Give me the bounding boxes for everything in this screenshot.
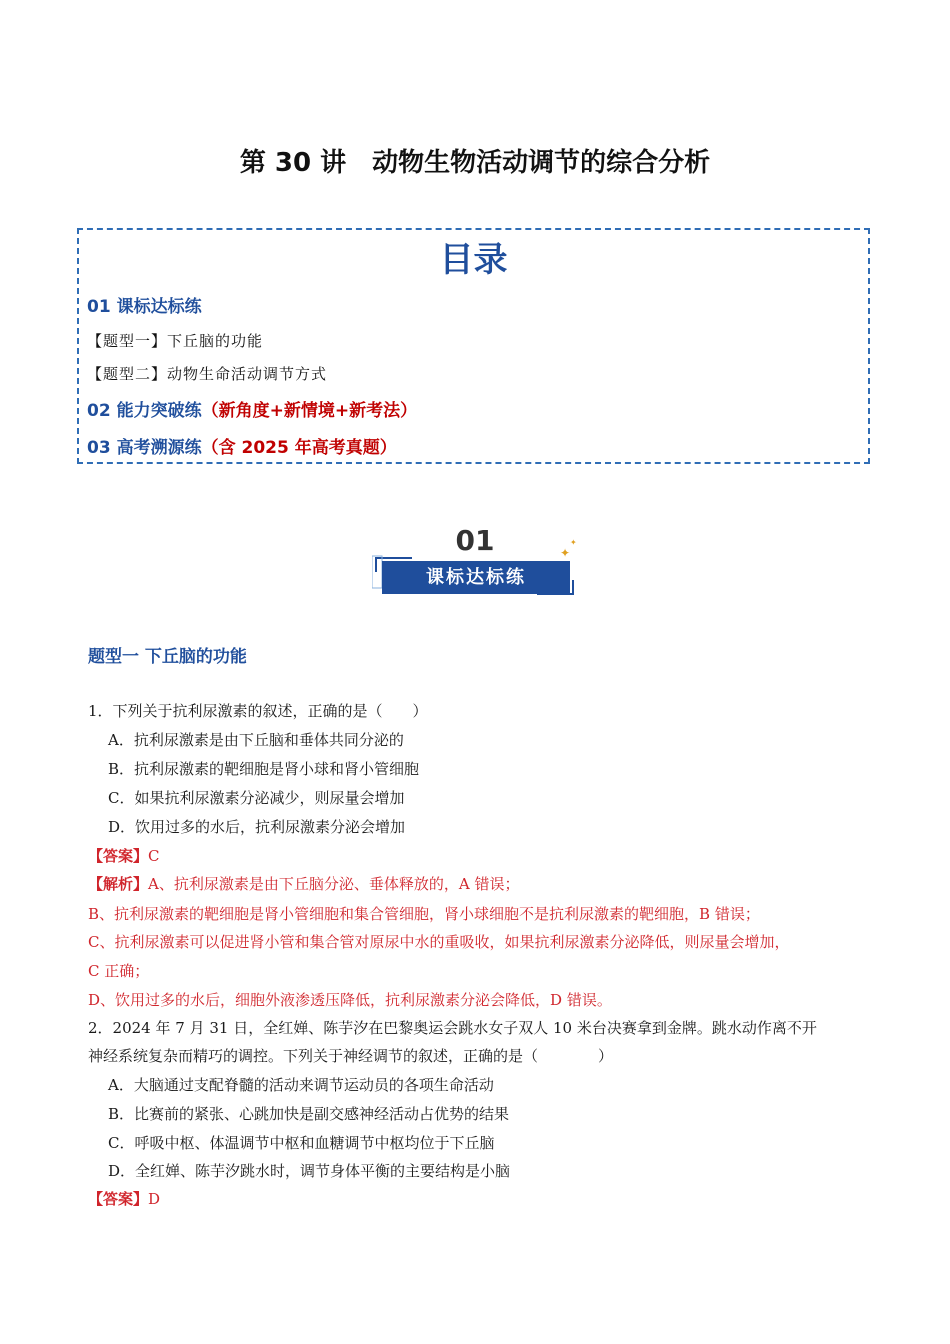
toc-subitem-1[interactable]: 【题型一】下丘脑的功能	[87, 332, 264, 350]
q2-option-c: C．呼吸中枢、体温调节中枢和血糖调节中枢均位于下丘脑	[108, 1134, 495, 1152]
page-title: 第 30 讲 动物生物活动调节的综合分析	[239, 148, 711, 178]
sparkle-small-icon: ✦	[570, 538, 577, 547]
q2-option-d: D．全红婵、陈芋汐跳水时，调节身体平衡的主要结构是小脑	[108, 1162, 511, 1180]
q1-option-a: A．抗利尿激素是由下丘脑和垂体共同分泌的	[108, 731, 404, 749]
q1-analysis-3a: C、抗利尿激素可以促进肾小管和集合管对原尿中水的重吸收，如果抗利尿激素分泌降低，则尿量会增加，	[88, 933, 790, 951]
section-badge	[370, 524, 580, 604]
q1-answer-tag: 【答案】	[88, 847, 149, 865]
q1-analysis-4: D、饮用过多的水后，细胞外液渗透压降低，抗利尿激素分泌会降低，D 错误。	[88, 991, 612, 1009]
table-of-contents	[77, 228, 870, 464]
q1-stem: 1．下列关于抗利尿激素的叙述，正确的是（ ）	[88, 702, 428, 720]
toc-section-2-note: （新角度+新情境+新考法）	[201, 401, 418, 421]
toc-subitem-2[interactable]: 【题型二】动物生命活动调节方式	[87, 365, 328, 383]
toc-section-1[interactable]: 01 课标达标练	[87, 297, 202, 317]
q1-option-c: C．如果抗利尿激素分泌减少，则尿量会增加	[108, 789, 405, 807]
q2-stem-2: 神经系统复杂而精巧的调控。下列关于神经调节的叙述，正确的是（ ）	[88, 1047, 614, 1065]
q2-answer	[88, 1188, 160, 1209]
q2-answer-tag: 【答案】	[88, 1190, 149, 1208]
q1-analysis-3b: C 正确；	[88, 962, 150, 980]
sparkle-icon: ✦	[560, 546, 571, 560]
q1-analysis-2: B、抗利尿激素的靶细胞是肾小管细胞和集合管细胞，肾小球细胞不是抗利尿激素的靶细胞，B 错误；	[88, 905, 760, 923]
badge-number: 01	[455, 524, 495, 557]
badge-label: 课标达标练	[382, 561, 570, 594]
toc-section-3-note: （含 2025 年高考真题）	[201, 438, 397, 458]
toc-section-3-main: 03 高考溯源练	[87, 438, 202, 458]
q2-answer-value: D	[148, 1190, 161, 1208]
q1-analysis-1	[88, 873, 519, 894]
toc-section-2-main: 02 能力突破练	[87, 401, 202, 421]
q2-stem-1: 2．2024 年 7 月 31 日，全红婵、陈芋汐在巴黎奥运会跳水女子双人 10 米台决赛拿到金牌。跳水动作离不开	[88, 1019, 817, 1037]
toc-section-3[interactable]	[87, 433, 397, 458]
section-heading: 题型一 下丘脑的功能	[88, 647, 247, 667]
toc-heading: 目录	[439, 240, 508, 280]
q1-answer	[88, 845, 160, 866]
q1-analysis-1-text: A、抗利尿激素是由下丘脑分泌、垂体释放的，A 错误；	[148, 875, 520, 893]
q1-analysis-tag: 【解析】	[88, 875, 149, 893]
q1-option-d: D．饮用过多的水后，抗利尿激素分泌会增加	[108, 818, 406, 836]
q2-option-b: B．比赛前的紧张、心跳加快是副交感神经活动占优势的结果	[108, 1105, 510, 1123]
toc-section-2[interactable]	[87, 396, 417, 421]
q1-answer-value: C	[148, 847, 160, 865]
q1-option-b: B．抗利尿激素的靶细胞是肾小球和肾小管细胞	[108, 760, 420, 778]
q2-option-a: A．大脑通过支配脊髓的活动来调节运动员的各项生命活动	[108, 1076, 494, 1094]
